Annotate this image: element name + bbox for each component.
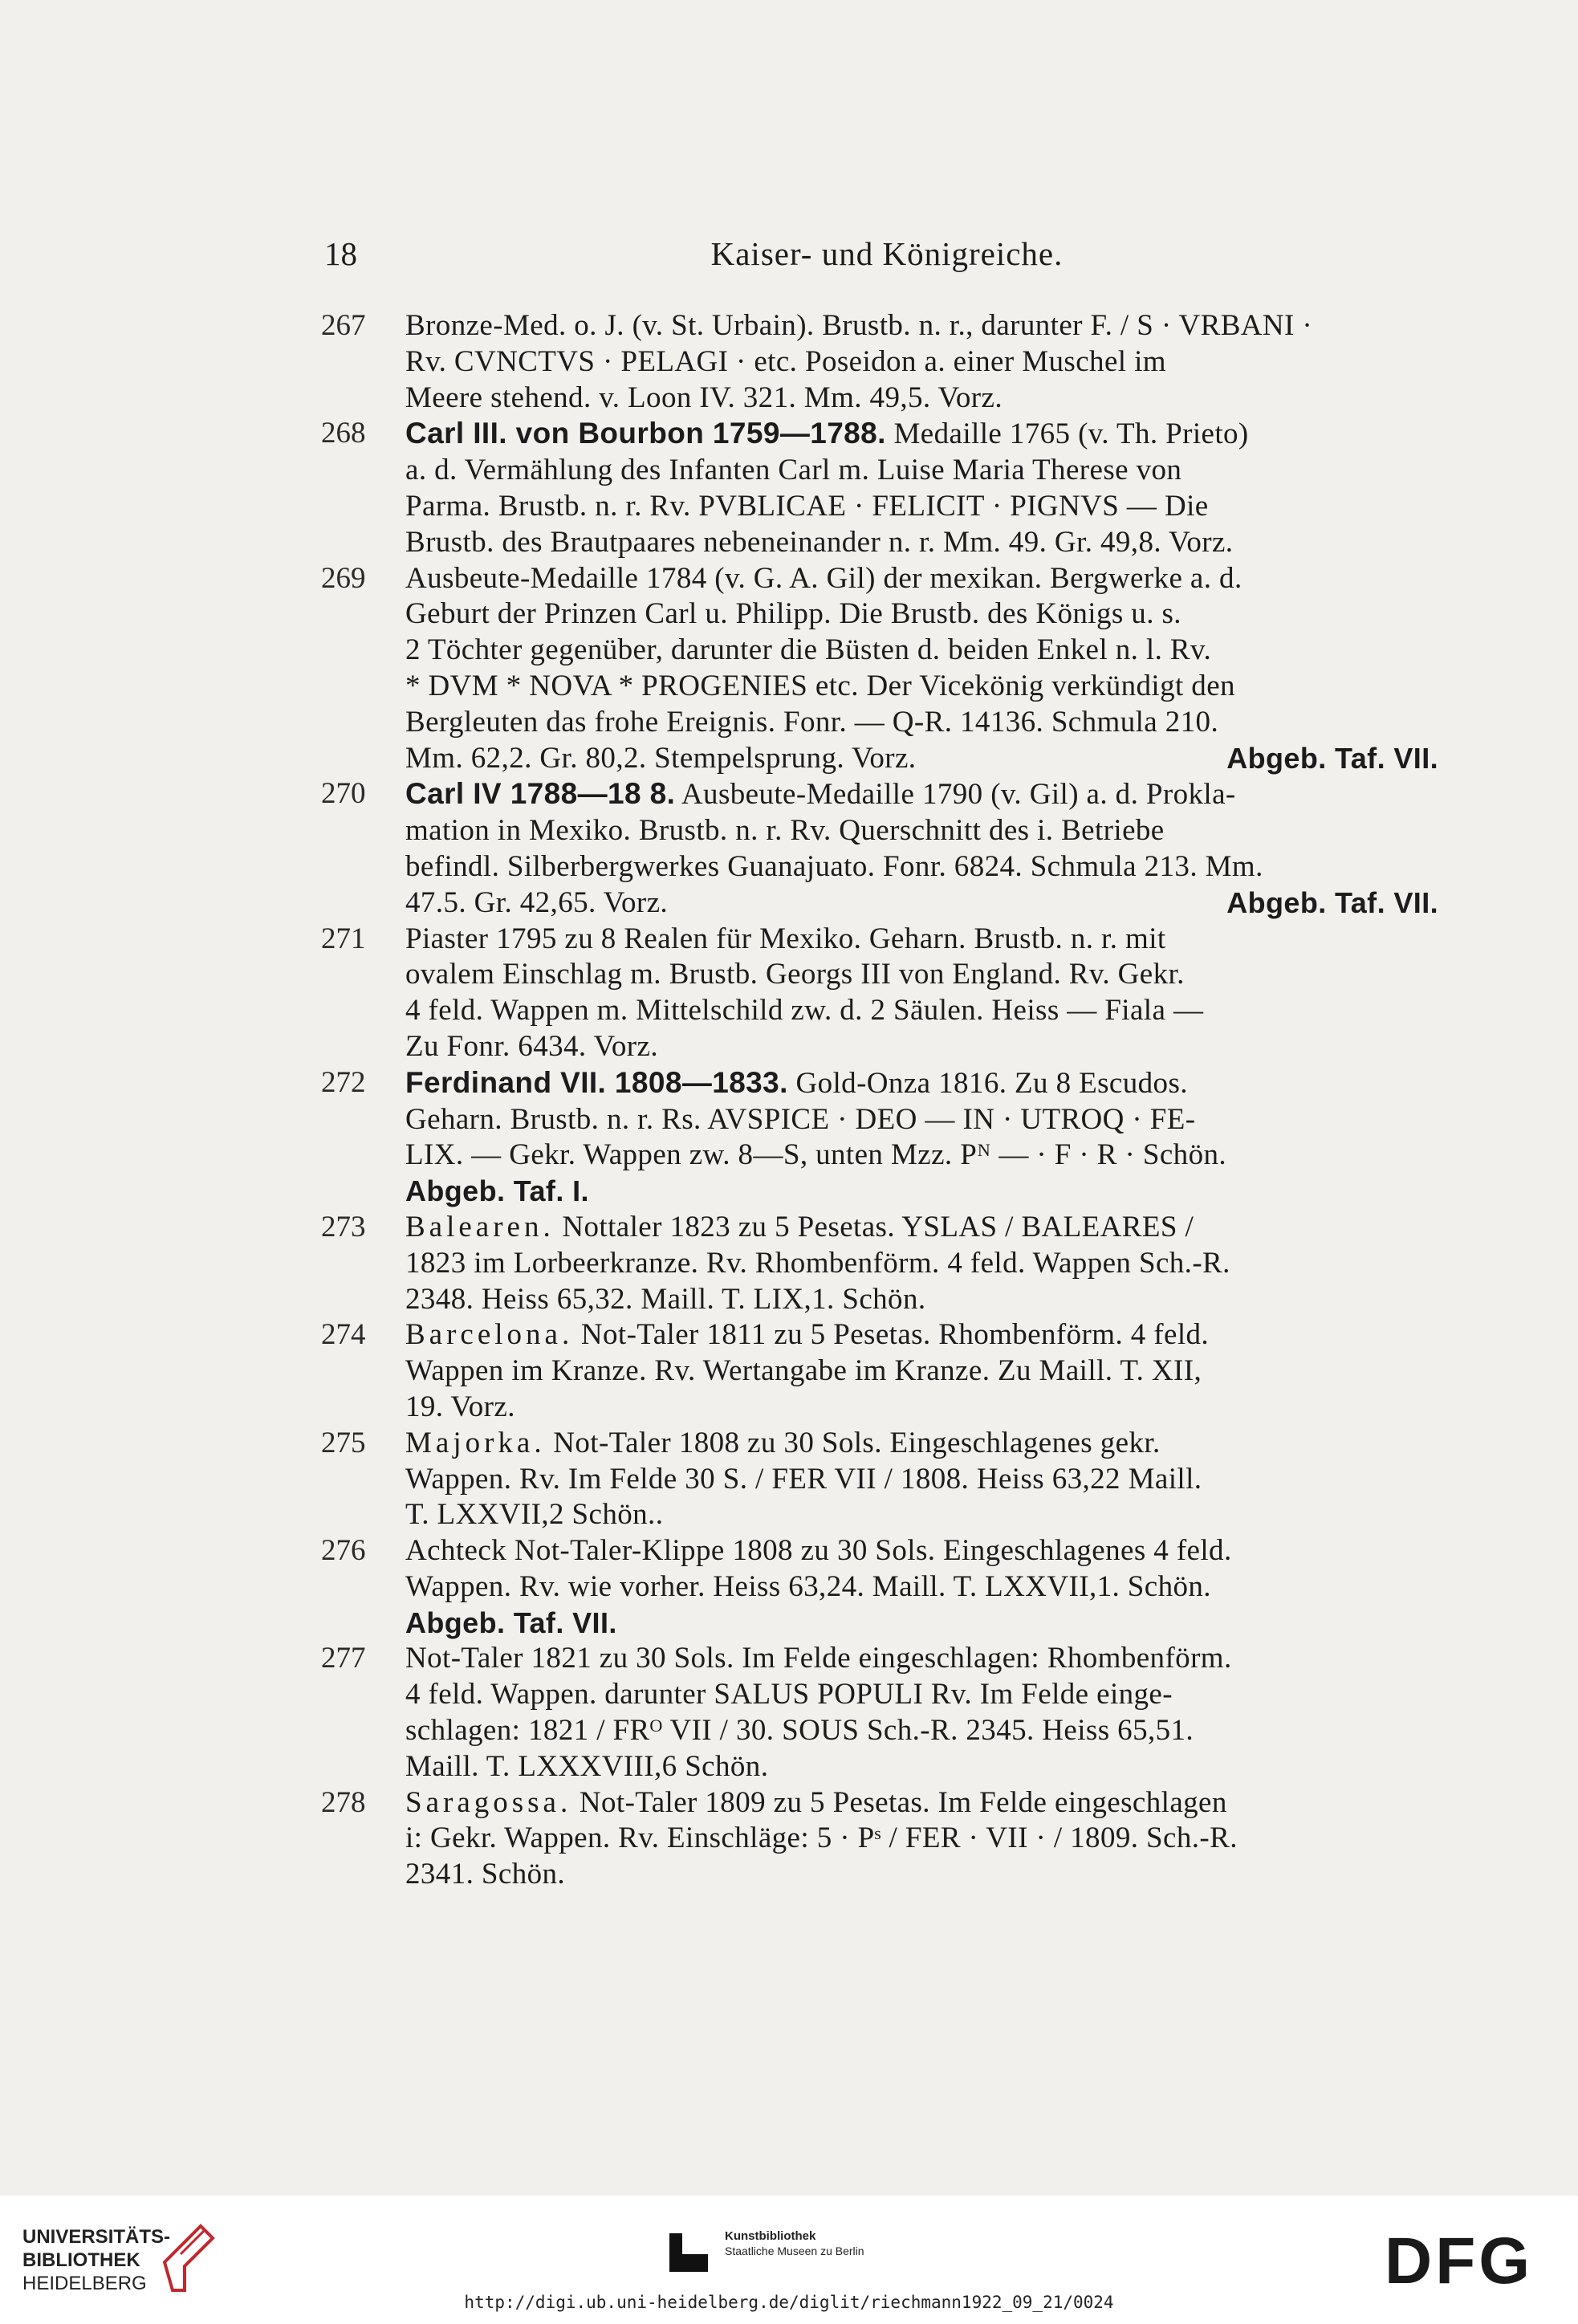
entry-line-text: 19. Vorz. <box>405 1390 515 1423</box>
entry-line-text: Achteck Not-Taler-Klippe 1808 zu 30 Sols. Eingeschlagenes 4 feld. <box>405 1534 1232 1568</box>
entry-text <box>405 1641 1438 1785</box>
entry-text <box>405 1785 1438 1893</box>
plate-reference: Abgeb. Taf. VII. <box>1226 885 1438 919</box>
entry-line <box>405 1317 1438 1353</box>
entry-text <box>405 308 1438 416</box>
catalogue-entry <box>321 1065 1438 1210</box>
entry-line-text: Gold-Onza 1816. Zu 8 Escudos. <box>795 1066 1188 1100</box>
entry-line <box>405 1857 1438 1893</box>
entry-line <box>405 1353 1438 1390</box>
entry-line-text: Not-Taler 1811 zu 5 Pesetas. Rhombenförm. 4 feld. <box>580 1318 1210 1352</box>
entry-line-text: befindl. Silberbergwerkes Guanajuato. Fonr. 6824. Schmula 213. Mm. <box>405 849 1263 883</box>
entry-line <box>405 1282 1438 1318</box>
entry-line <box>405 1210 1438 1246</box>
entry-line-text: Nottaler 1823 zu 5 Pesetas. YSLAS / BALEARES / <box>562 1210 1194 1243</box>
catalogue-entry <box>321 922 1438 1065</box>
entry-line-text: 2348. Heiss 65,32. Maill. T. LIX,1. Schön. <box>405 1282 926 1316</box>
catalogue-entry <box>321 776 1438 921</box>
entry-line-text: 2 Töchter gegenüber, darunter die Büsten d. beiden Enkel n. l. Rv. <box>405 633 1212 667</box>
entry-line <box>405 416 1438 453</box>
entry-line <box>405 1497 1438 1533</box>
entry-line <box>405 1390 1438 1426</box>
entry-line <box>405 1102 1438 1138</box>
entry-line-text: Brustb. des Brautpaares nebeneinander n. r. Mm. 49. Gr. 49,8. Vorz. <box>405 525 1234 559</box>
entry-line <box>405 489 1438 525</box>
entry-line-text: Piaster 1795 zu 8 Realen für Mexiko. Geharn. Brustb. n. r. mit <box>405 922 1166 955</box>
catalogue-entry <box>321 1210 1438 1317</box>
entry-number: 274 <box>321 1318 366 1352</box>
entry-line <box>405 453 1438 489</box>
entry-line-text: Maill. T. LXXXVIII,6 Schön. <box>405 1749 769 1783</box>
ruler-heading: Carl IV 1788—18 8. <box>405 777 676 811</box>
entry-line-text: Bronze-Med. o. J. (v. St. Urbain). Brustb. n. r., darunter F. / S · VRBANI · <box>405 309 1313 342</box>
entry-line-text: 4 feld. Wappen m. Mittelschild zw. d. 2 Säulen. Heiss — Fiala — <box>405 994 1204 1028</box>
library-name-line: UNIVERSITÄTS- <box>22 2226 171 2248</box>
place-heading: Majorka. <box>405 1426 546 1459</box>
entry-line <box>405 308 1438 344</box>
running-head <box>324 234 1450 283</box>
catalogue-entry <box>321 561 1438 777</box>
entry-line-text: Ausbeute-Medaille 1784 (v. G. A. Gil) der mexikan. Bergwerke a. d. <box>405 561 1242 595</box>
entry-line-text: Meere stehend. v. Loon IV. 321. Mm. 49,5. Vorz. <box>405 381 1003 414</box>
entry-text <box>405 1210 1438 1317</box>
entry-line-text: 2341. Schön. <box>405 1858 566 1891</box>
entry-line-text: Medaille 1765 (v. Th. Prieto) <box>893 417 1249 451</box>
library-name-line: HEIDELBERG <box>22 2273 147 2294</box>
entry-line-text: Not-Taler 1808 zu 30 Sols. Eingeschlagenes gekr. <box>553 1426 1161 1459</box>
catalogue-entry <box>321 1317 1438 1425</box>
library-name-line: BIBLIOTHEK <box>22 2249 140 2271</box>
entry-line <box>405 1641 1438 1677</box>
entry-number: 272 <box>321 1065 366 1099</box>
entry-line <box>405 1533 1438 1569</box>
kunstbibliothek-name <box>725 2228 864 2259</box>
catalogue-entry <box>321 416 1438 560</box>
dfg-logo: DFG <box>1385 2224 1534 2298</box>
entry-line <box>405 813 1438 849</box>
entry-number: 273 <box>321 1210 366 1243</box>
permalink-url[interactable]: http://digi.ub.uni-heidelberg.de/diglit/riechmann1922_09_21/0024 <box>464 2293 1114 2312</box>
university-library-name <box>22 2225 170 2295</box>
entry-line <box>405 561 1438 597</box>
entry-line <box>405 1029 1438 1065</box>
entry-text <box>405 922 1438 1065</box>
running-title: Kaiser- und Königreiche. <box>710 235 1064 272</box>
catalogue-entry <box>321 1641 1438 1785</box>
ruler-heading: Ferdinand VII. 1808—1833. <box>405 1065 788 1099</box>
entry-line-text: * DVM * NOVA * PROGENIES etc. Der Vicekönig verkündigt den <box>405 669 1235 702</box>
entry-line-text: 47.5. Gr. 42,65. Vorz. <box>405 885 669 919</box>
university-library-logo-icon <box>157 2222 221 2294</box>
kb-title: Kunstbibliothek <box>725 2229 816 2243</box>
entry-line <box>405 776 1438 813</box>
entry-line <box>405 1569 1438 1606</box>
place-heading: Balearen. <box>405 1210 555 1243</box>
entry-line <box>405 993 1438 1029</box>
catalogue-entries <box>321 308 1438 1893</box>
entry-number: 270 <box>321 777 366 811</box>
entry-number: 271 <box>321 922 366 955</box>
entry-line <box>405 344 1438 381</box>
entry-line-text: Wappen. Rv. Im Felde 30 S. / FER VII / 1808. Heiss 63,22 Maill. <box>405 1462 1202 1496</box>
ruler-heading: Carl III. von Bourbon 1759—1788. <box>405 417 886 450</box>
entry-line <box>405 885 1438 922</box>
entry-line-text: T. LXXVII,2 Schön.. <box>405 1498 664 1532</box>
entry-number: 267 <box>321 309 366 342</box>
entry-number: 277 <box>321 1642 366 1675</box>
entry-line <box>405 381 1438 417</box>
entry-text <box>405 1065 1438 1210</box>
entry-line-text: 1823 im Lorbeerkranze. Rv. Rhombenförm. 4 feld. Wappen Sch.-R. <box>405 1246 1230 1280</box>
kb-subtitle: Staatliche Museen zu Berlin <box>725 2245 864 2257</box>
catalogue-entry <box>321 1426 1438 1533</box>
entry-line-text: a. d. Vermählung des Infanten Carl m. Luise Maria Therese von <box>405 454 1182 487</box>
entry-line <box>405 705 1438 741</box>
entry-line <box>405 1065 1438 1102</box>
entry-line <box>405 525 1438 561</box>
page-number: 18 <box>324 235 357 272</box>
entry-line-text: Wappen. Rv. wie vorher. Heiss 63,24. Maill. T. LXXVII,1. Schön. <box>405 1569 1211 1603</box>
entry-number: 276 <box>321 1534 366 1568</box>
entry-text <box>405 1426 1438 1533</box>
entry-line-text: LIX. — Gekr. Wappen zw. 8—S, unten Mzz. Pᴺ — · F · R · Schön. <box>405 1138 1227 1172</box>
entry-line <box>405 1821 1438 1857</box>
entry-text <box>405 776 1438 921</box>
entry-line <box>405 1677 1438 1713</box>
entry-text <box>405 1533 1438 1641</box>
plate-reference: Abgeb. Taf. I. <box>405 1174 589 1208</box>
entry-line-text: Not-Taler 1821 zu 30 Sols. Im Felde eingeschlagen: Rhombenförm. <box>405 1642 1232 1675</box>
entry-line-text: Geharn. Brustb. n. r. Rs. AVSPICE · DEO — IN · UTROQ · FE- <box>405 1102 1196 1136</box>
entry-line <box>405 1713 1438 1749</box>
catalogue-entry <box>321 1785 1438 1893</box>
kunstbibliothek-logo-icon <box>666 2230 711 2275</box>
entry-number: 278 <box>321 1785 366 1819</box>
plate-reference: Abgeb. Taf. VII. <box>1226 741 1438 775</box>
entry-line <box>405 596 1438 633</box>
entry-line <box>405 1749 1438 1785</box>
entry-number: 268 <box>321 417 366 450</box>
catalogue-entry <box>321 308 1438 416</box>
entry-text <box>405 416 1438 560</box>
entry-line <box>405 1246 1438 1282</box>
entry-line-text: Rv. CVNCTVS · PELAGI · etc. Poseidon a. einer Muschel im <box>405 344 1166 378</box>
entry-number: 275 <box>321 1426 366 1459</box>
entry-line-text: Bergleuten das frohe Ereignis. Fonr. — Q-R. 14136. Schmula 210. <box>405 705 1219 739</box>
entry-number: 269 <box>321 561 366 595</box>
entry-line <box>405 669 1438 705</box>
entry-line-text: Zu Fonr. 6434. Vorz. <box>405 1029 658 1063</box>
entry-line-text: Geburt der Prinzen Carl u. Philipp. Die Brustb. des Königs u. s. <box>405 597 1181 631</box>
plate-reference: Abgeb. Taf. VII. <box>405 1606 617 1639</box>
entry-line-text: mation in Mexiko. Brustb. n. r. Rv. Querschnitt des i. Betriebe <box>405 814 1165 848</box>
entry-line-text: 4 feld. Wappen. darunter SALUS POPULI Rv. Im Felde einge- <box>405 1678 1173 1711</box>
entry-line <box>405 1785 1438 1821</box>
place-heading: Saragossa. <box>405 1785 572 1819</box>
entry-line <box>405 957 1438 993</box>
entry-line <box>405 633 1438 669</box>
entry-line-text: Parma. Brustb. n. r. Rv. PVBLICAE · FELICIT · PIGNVS — Die <box>405 489 1209 523</box>
entry-line-text: i: Gekr. Wappen. Rv. Einschläge: 5 · Pˢ / FER · VII · / 1809. Sch.-R. <box>405 1821 1238 1855</box>
entry-line <box>405 849 1438 885</box>
entry-line-text: schlagen: 1821 / FRᴼ VII / 30. SOUS Sch.-R. 2345. Heiss 65,51. <box>405 1714 1194 1748</box>
entry-text <box>405 1317 1438 1425</box>
place-heading: Barcelona. <box>405 1318 574 1352</box>
entry-line <box>405 741 1438 777</box>
entry-line-text: Ausbeute-Medaille 1790 (v. Gil) a. d. Prokla- <box>681 778 1236 812</box>
entry-line <box>405 1462 1438 1498</box>
catalogue-entry <box>321 1533 1438 1641</box>
entry-text <box>405 561 1438 777</box>
entry-line <box>405 1426 1438 1462</box>
entry-line <box>405 1138 1438 1174</box>
entry-line <box>405 922 1438 958</box>
entry-line-text: Wappen im Kranze. Rv. Wertangabe im Kranze. Zu Maill. T. XII, <box>405 1354 1202 1388</box>
entry-line-text: Not-Taler 1809 zu 5 Pesetas. Im Felde eingeschlagen <box>579 1785 1227 1819</box>
entry-line-text: Mm. 62,2. Gr. 80,2. Stempelsprung. Vorz. <box>405 741 917 775</box>
entry-line-text: ovalem Einschlag m. Brustb. Georgs III von England. Rv. Gekr. <box>405 958 1185 991</box>
